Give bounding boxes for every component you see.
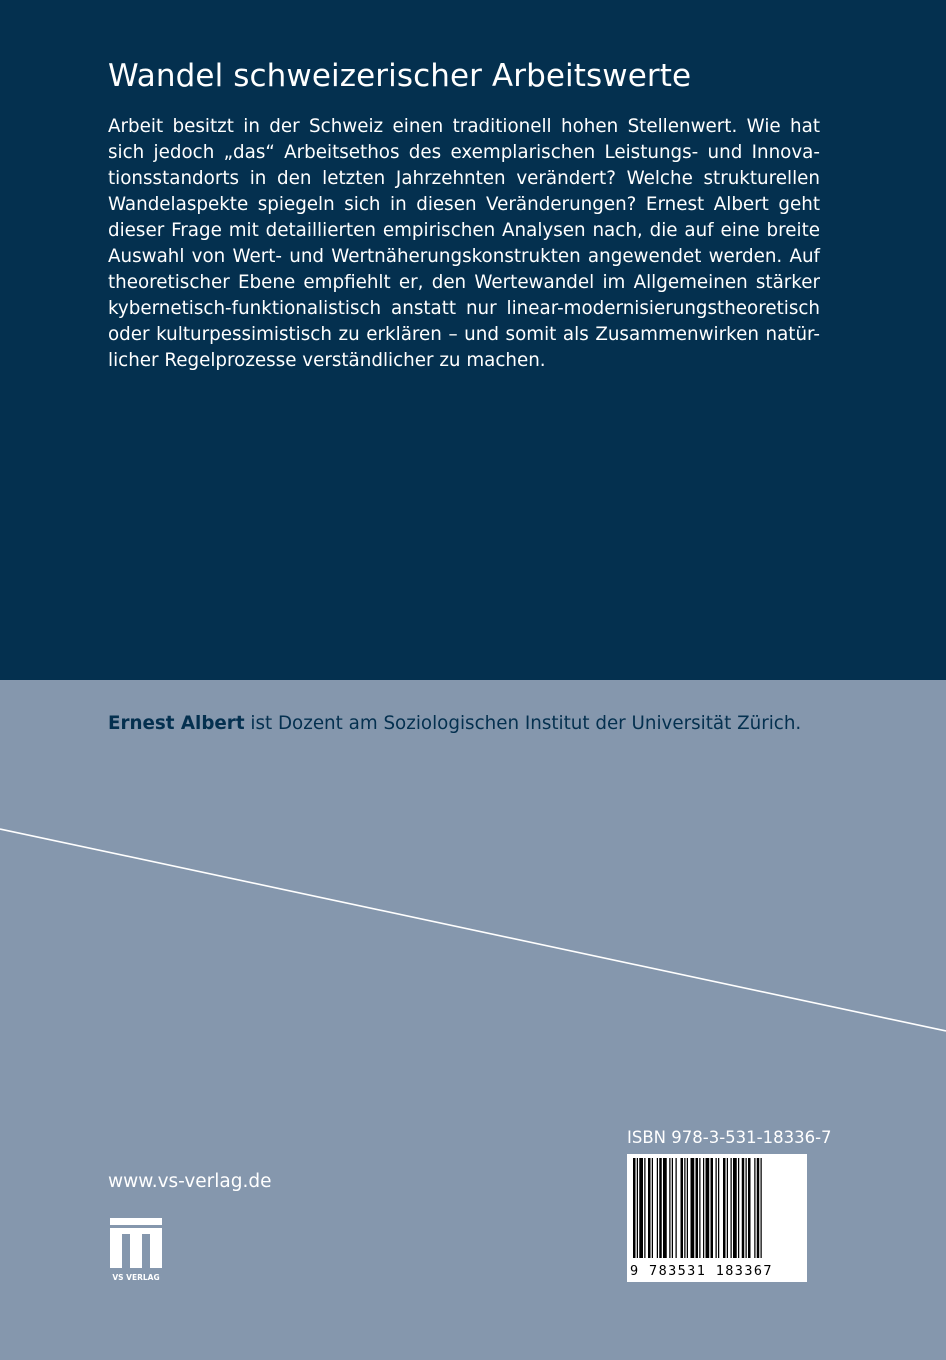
barcode-bar <box>748 1158 751 1258</box>
barcode-bar <box>706 1158 710 1258</box>
barcode-bar <box>684 1158 685 1258</box>
barcode-bar <box>731 1158 732 1258</box>
barcode-bar <box>676 1158 677 1258</box>
barcode-bar <box>687 1158 688 1258</box>
barcode-bar <box>644 1158 645 1258</box>
book-blurb <box>108 114 820 374</box>
barcode-bar <box>742 1158 745 1258</box>
blurb-line: kybernetisch-funktionalistisch anstatt nur linear-modernisierungstheoretisch <box>108 298 820 319</box>
barcode-bar <box>699 1158 700 1258</box>
isbn-barcode <box>627 1154 807 1282</box>
barcode-bar <box>723 1158 726 1258</box>
publisher-website: www.vs-verlag.de <box>108 1171 272 1192</box>
isbn-label: ISBN 978-3-531-18336-7 <box>627 1128 832 1147</box>
blurb-line: Auswahl von Wert- und Wertnäherungskonstrukten angewendet werden. Auf <box>108 246 820 267</box>
barcode-bar <box>669 1158 670 1258</box>
author-description: ist Dozent am Soziologischen Institut der Universität Zürich. <box>244 713 802 734</box>
barcode-bar <box>657 1158 658 1258</box>
barcode-bar <box>754 1158 755 1258</box>
author-name: Ernest Albert <box>108 713 245 734</box>
barcode-bar <box>681 1158 684 1258</box>
blurb-line: licher Regelprozesse verständlicher zu machen. <box>108 350 546 371</box>
barcode-digits: 9 783531 183367 <box>630 1263 773 1279</box>
svg-text:VS VERLAG: VS VERLAG <box>112 1273 160 1282</box>
barcode-bar <box>738 1158 739 1258</box>
barcode-bar <box>659 1158 662 1258</box>
barcode-bar <box>663 1158 667 1258</box>
blurb-line: dieser Frage mit detaillierten empirischen Analysen nach, die auf eine breite <box>108 220 820 241</box>
barcode-bars <box>633 1158 801 1258</box>
barcode-bar <box>716 1158 717 1258</box>
blurb-line: theoretischer Ebene empfiehlt er, den Wertewandel im Allgemeinen stärker <box>108 272 820 293</box>
barcode-bar <box>672 1158 673 1258</box>
barcode-bar <box>633 1158 636 1258</box>
barcode-bar <box>691 1158 695 1258</box>
barcode-bar <box>703 1158 704 1258</box>
blurb-line: sich jedoch „das“ Arbeitsethos des exemplarischen Leistungs- und Innova- <box>108 142 820 163</box>
blurb-line: Wandelaspekte spiegeln sich in diesen Veränderungen? Ernest Albert geht <box>108 194 820 215</box>
barcode-bar <box>711 1158 714 1258</box>
barcode-bar <box>696 1158 699 1258</box>
blurb-line: tionsstandorts in den letzten Jahrzehnten verändert? Welche strukturellen <box>108 168 820 189</box>
barcode-bar <box>652 1158 653 1258</box>
barcode-bar <box>639 1158 643 1258</box>
barcode-bar <box>733 1158 737 1258</box>
barcode-bar <box>746 1158 747 1258</box>
barcode-bar <box>648 1158 651 1258</box>
blurb-line: oder kulturpessimistisch zu erklären – und somit als Zusammenwirken natür- <box>108 324 820 345</box>
author-note <box>108 713 801 734</box>
blurb-line: Arbeit besitzt in der Schweiz einen traditionell hohen Stellenwert. Wie hat <box>108 116 820 137</box>
book-title: Wandel schweizerischer Arbeitswerte <box>108 58 692 94</box>
barcode-bar <box>761 1158 762 1258</box>
vs-verlag-logo-icon <box>108 1218 164 1282</box>
barcode-bar <box>637 1158 638 1258</box>
barcode-bar <box>757 1158 760 1258</box>
barcode-bar <box>718 1158 719 1258</box>
barcode-bar <box>727 1158 728 1258</box>
